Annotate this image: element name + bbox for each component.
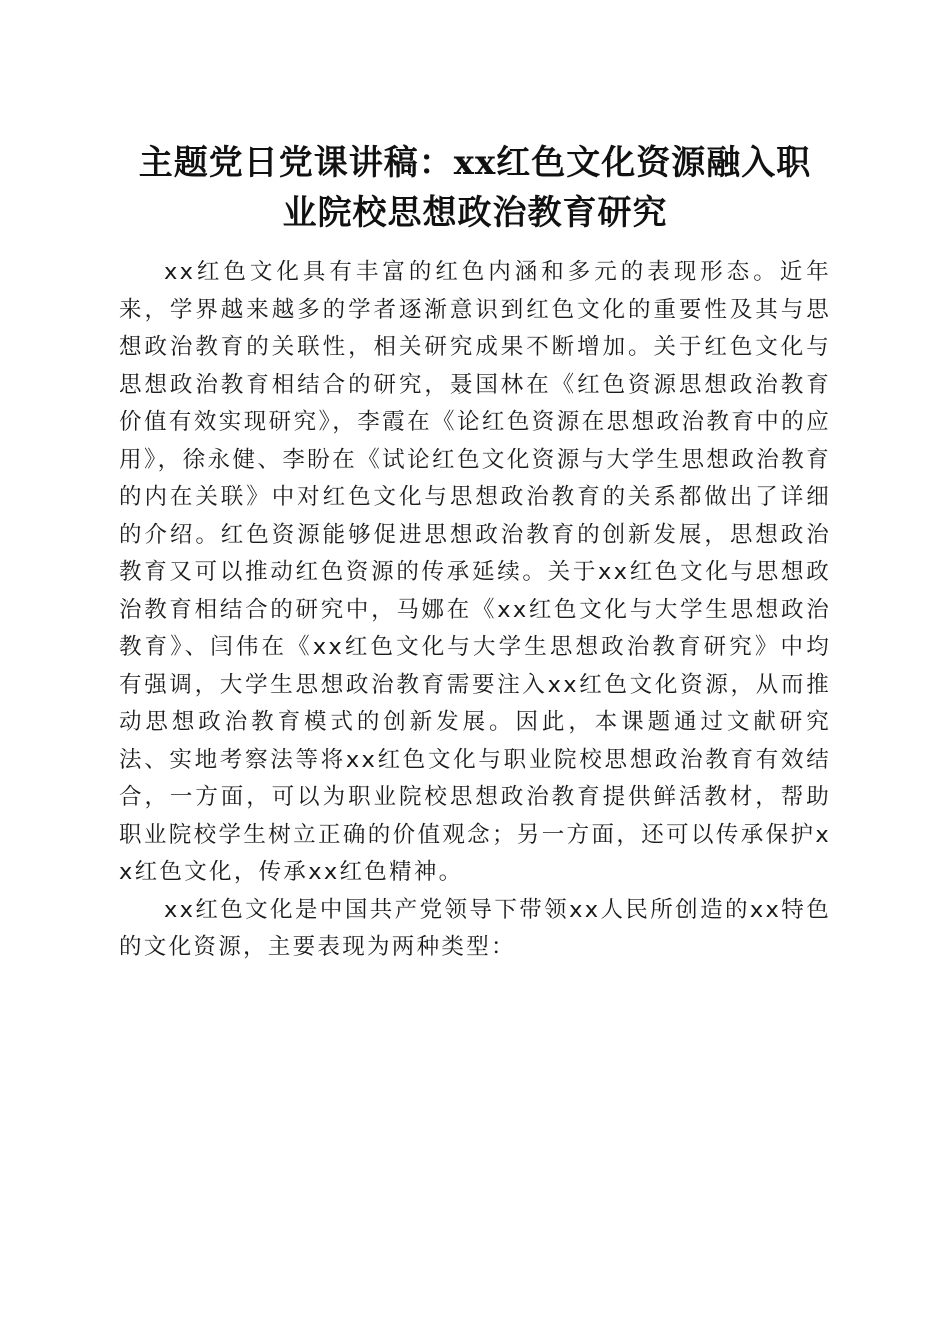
title-line-2: 业院校思想政治教育研究: [282, 193, 668, 233]
body-paragraph-2: xx红色文化是中国共产党领导下带领xx人民所创造的xx特色的文化资源，主要表现为两种类型：: [119, 896, 831, 960]
body-paragraph-1: xx红色文化具有丰富的红色内涵和多元的表现形态。近年来，学界越来越多的学者逐渐意识到红色文化的重要性及其与思想政治教育的关联性，相关研究成果不断增加。关于红色文化与思想政治教育相结合的研究，聂国林在《红色资源思想政治教育价值有效实现研究》，李霞在《论红色资源在思想政治教育中的应用》，徐永健、李盼在《试论红色文化资源与大学生思想政治教育的内在关联》中对红色文化与思想政治教育的关系都做出了详细的介绍。红色资源能够促进思想政治教育的创新发展，思想政治教育又可以推动红色资源的传承延续。关于xx红色文化与思想政治教育相结合的研究中，马娜在《xx红色文化与大学生思想政治教育》、闫伟在《xx红色文化与大学生思想政治教育研究》中均有强调，大学生思想政治教育需要注入xx红色文化资源，从而推动思想政治教育模式的创新发展。因此，本课题通过文献研究法、实地考察法等将xx红色文化与职业院校思想政治教育有效结合，一方面，可以为职业院校思想政治教育提供鲜活教材，帮助职业院校学生树立正确的价值观念；另一方面，还可以传承保护xx红色文化，传承xx红色精神。: [119, 259, 831, 885]
document-title: [100, 138, 850, 238]
title-line-1: 主题党日党课讲稿：xx红色文化资源融入职: [138, 143, 812, 183]
document-body: [119, 254, 831, 967]
